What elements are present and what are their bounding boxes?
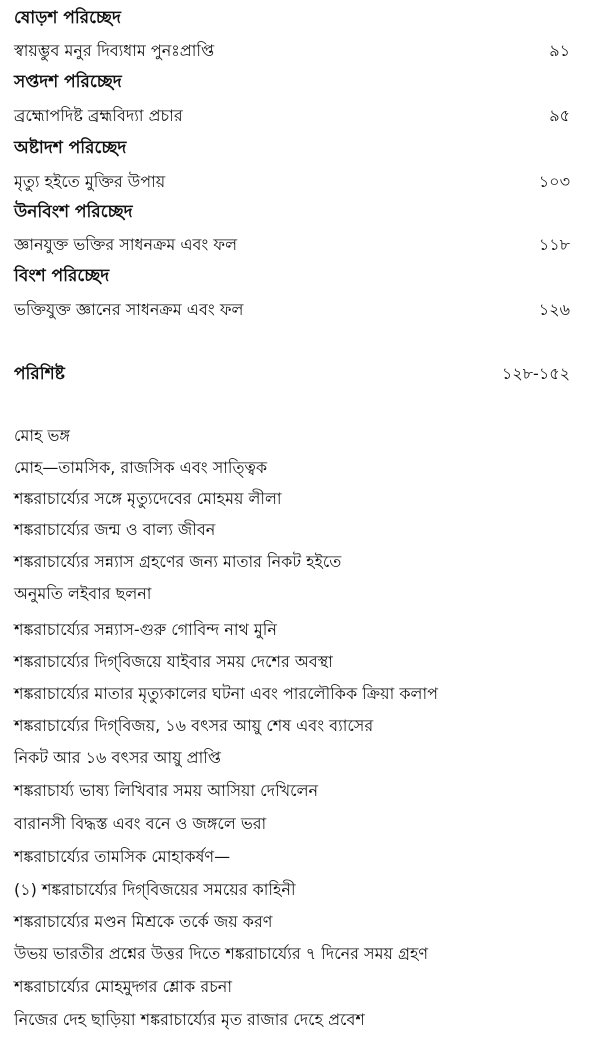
appendix-item: শঙ্করাচার্য্যের মোহমুদ্গর শ্লোক রচনা <box>14 977 232 996</box>
toc-entry-title: ভক্তিযুক্ত জ্ঞানের সাধনক্রম এবং ফল <box>14 300 244 319</box>
toc-entry-page: ৯১ <box>549 41 570 60</box>
appendix-item: শঙ্করাচার্য্যের মাতার মৃত্যুকালের ঘটনা এবং পারলৌকিক ক্রিয়া কলাপ <box>14 684 438 703</box>
chapter-heading: উনবিংশ পরিচ্ছেদ <box>14 202 133 222</box>
appendix-item: মোহ ভঙ্গ <box>14 426 71 445</box>
appendix-item: শঙ্করাচার্য্যের সন্ন্যাস গ্রহণের জন্য মাতার নিকট হইতে <box>14 552 342 571</box>
appendix-item: শঙ্করাচার্য্য ভাষ্য লিখিবার সময় আসিয়া দেখিলেন <box>14 781 319 800</box>
chapter-heading: অষ্টাদশ পরিচ্ছেদ <box>14 138 127 158</box>
appendix-item: শঙ্করাচার্য্যের মণ্ডন মিশ্রকে তর্কে জয় করণ <box>14 912 273 931</box>
appendix-item: উভয় ভারতীর প্রশ্নের উত্তর দিতে শঙ্করাচার্য্যের ৭ দিনের সময় গ্রহণ <box>14 944 429 963</box>
appendix-item: শঙ্করাচার্য্যের জন্ম ও বাল্য জীবন <box>14 520 216 539</box>
toc-entry-page: ১২৬ <box>538 300 570 319</box>
appendix-item: শঙ্করাচার্য্যের দিগ্‌বিজয়ে যাইবার সময় দেশের অবস্থা <box>14 652 333 671</box>
appendix-item: নিজের দেহ ছাড়িয়া শঙ্করাচার্য্যের মৃত রাজার দেহে প্রবেশ <box>14 1010 365 1029</box>
appendix-pages: ১২৮-১৫২ <box>501 364 570 383</box>
appendix-item: শঙ্করাচার্য্যের সন্ন্যাস-গুরু গোবিন্দ নাথ মুনি <box>14 620 277 639</box>
toc-entry-page: ১১৮ <box>538 235 570 254</box>
toc-entry-title: মৃত্যু হইতে মুক্তির উপায় <box>14 172 166 191</box>
appendix-item: শঙ্করাচার্য্যের তামসিক মোহাকর্ষণ— <box>14 847 231 866</box>
appendix-item: (১) শঙ্করাচার্য্যের দিগ্‌বিজয়ের সময়ের কাহিনী <box>14 880 296 899</box>
appendix-item: শঙ্করাচার্য্যের সঙ্গে মৃত্যুদেবের মোহময় লীলা <box>14 489 282 508</box>
appendix-item: অনুমতি লইবার ছলনা <box>14 584 152 603</box>
toc-entry-page: ৯৫ <box>549 106 570 125</box>
appendix-item: মোহ—তামসিক, রাজসিক এবং সাত্ত্বিক <box>14 458 268 477</box>
appendix-item: বারানসী বিদ্ধস্ত এবং বনে ও জঙ্গলে ভরা <box>14 814 267 833</box>
toc-entry-title: জ্ঞানযুক্ত ভক্তির সাধনক্রম এবং ফল <box>14 235 238 254</box>
chapter-heading: ষোড়শ পরিচ্ছেদ <box>14 8 121 28</box>
appendix-title: পরিশিষ্ট <box>14 364 65 384</box>
chapter-heading: বিংশ পরিচ্ছেদ <box>14 266 110 286</box>
appendix-item: শঙ্করাচার্য্যের দিগ্‌বিজয়, ১৬ বৎসর আয়ু শেষ এবং ব্যাসের <box>14 716 374 735</box>
toc-entry-title: ব্রহ্মোপদিষ্ট ব্রহ্মবিদ্যা প্রচার <box>14 106 183 125</box>
toc-entry-page: ১০৩ <box>538 172 570 191</box>
appendix-item: নিকট আর ১৬ বৎসর আয়ু প্রাপ্তি <box>14 748 221 767</box>
chapter-heading: সপ্তদশ পরিচ্ছেদ <box>14 72 122 92</box>
toc-entry-title: স্বায়ম্ভুব মনুর দিব্যধাম পুনঃপ্রাপ্তি <box>14 41 215 60</box>
